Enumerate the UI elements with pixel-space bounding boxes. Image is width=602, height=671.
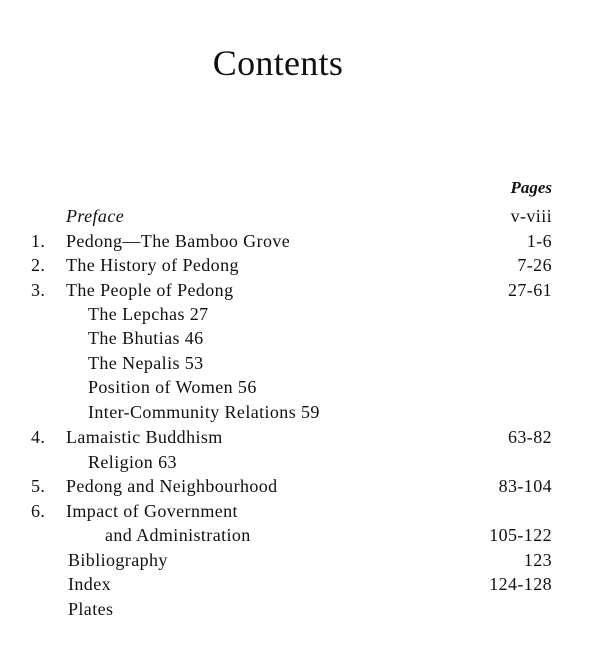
entry-label: Pedong—The Bamboo Grove	[66, 231, 291, 251]
toc-subentry-nepalis	[0, 351, 552, 375]
entry-label: Lamaistic Buddhism	[66, 427, 223, 447]
toc-subentry-bhutias	[0, 326, 552, 350]
toc-entry-index	[0, 572, 552, 596]
entry-pages: 123	[523, 550, 552, 570]
entry-label: Inter-Community Relations 59	[88, 402, 320, 422]
toc-entry-chapter-1	[0, 229, 552, 253]
toc-entry-bibliography	[0, 548, 552, 572]
entry-label: Plates	[68, 599, 114, 619]
entry-label: Impact of Government	[66, 501, 238, 521]
toc-subentry-position-of-women	[0, 375, 552, 399]
entry-number: 6.	[31, 501, 46, 521]
entry-pages: 105-122	[489, 525, 552, 545]
entry-number: 4.	[31, 427, 46, 447]
pages-column-header: Pages	[510, 178, 552, 197]
entry-number: 2.	[31, 255, 46, 275]
entry-number: 5.	[31, 476, 46, 496]
entry-label: and Administration	[105, 525, 251, 545]
entry-label: The People of Pedong	[66, 280, 234, 300]
entry-label: The Nepalis 53	[88, 353, 204, 373]
entry-label: The Bhutias 46	[88, 328, 204, 348]
entry-pages: 1-6	[526, 231, 552, 251]
toc-subentry-religion	[0, 450, 552, 474]
entry-label: Pedong and Neighbourhood	[66, 476, 278, 496]
entry-pages: v-viii	[510, 206, 552, 226]
entry-pages: 83-104	[498, 476, 552, 496]
entry-label: The Lepchas 27	[88, 304, 209, 324]
entry-label: Preface	[66, 206, 125, 226]
entry-number: 3.	[31, 280, 46, 300]
entry-pages: 63-82	[508, 427, 552, 447]
toc-subentry-lepchas	[0, 302, 552, 326]
toc-entry-plates	[0, 597, 552, 621]
toc-entry-chapter-5	[0, 474, 552, 498]
toc-entry-chapter-3	[0, 278, 552, 302]
entry-label: Religion 63	[88, 452, 177, 472]
entry-label: The History of Pedong	[66, 255, 239, 275]
entry-label: Index	[68, 574, 111, 594]
entry-number: 1.	[31, 231, 46, 251]
toc-entry-chapter-2	[0, 253, 552, 277]
toc-entry-preface	[0, 204, 552, 228]
entry-label: Position of Women 56	[88, 377, 257, 397]
page-title: Contents	[212, 43, 344, 83]
toc-subentry-inter-community-relations	[0, 400, 552, 424]
toc-entry-chapter-6-continued	[0, 523, 552, 547]
toc-entry-chapter-4	[0, 425, 552, 449]
toc-entry-chapter-6	[0, 499, 552, 523]
entry-pages: 27-61	[508, 280, 552, 300]
entry-pages: 7-26	[517, 255, 552, 275]
entry-label: Bibliography	[68, 550, 168, 570]
entry-pages: 124-128	[489, 574, 552, 594]
